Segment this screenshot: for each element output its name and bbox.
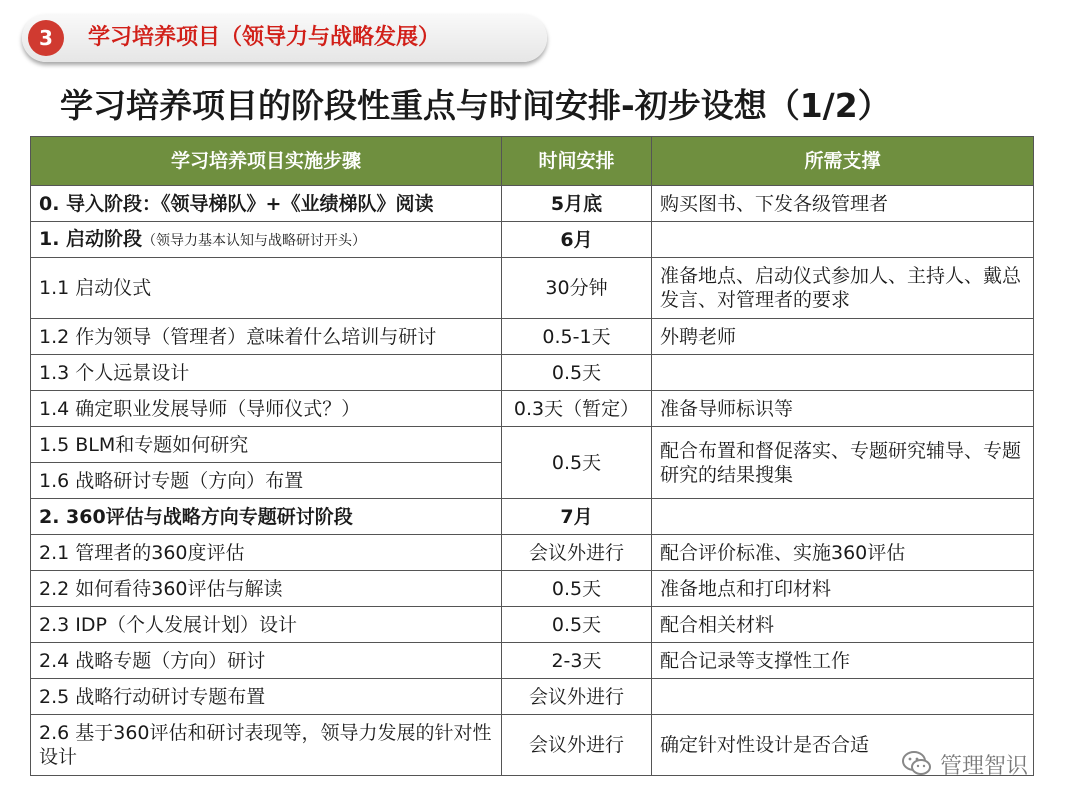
step-cell: 2.3 IDP（个人发展计划）设计 [31, 607, 502, 643]
support-cell: 准备地点、启动仪式参加人、主持人、戴总发言、对管理者的要求 [652, 258, 1034, 319]
step-cell: 2.5 战略行动研讨专题布置 [31, 679, 502, 715]
support-cell: 准备地点和打印材料 [652, 571, 1034, 607]
support-cell: 配合记录等支撑性工作 [652, 643, 1034, 679]
table-header-row [31, 137, 1034, 186]
section-header [22, 14, 547, 62]
table-row [31, 571, 1034, 607]
time-cell: 5月底 [502, 186, 652, 222]
wechat-icon [900, 747, 934, 781]
time-cell: 2-3天 [502, 643, 652, 679]
time-cell: 会议外进行 [502, 715, 652, 776]
column-header-time: 时间安排 [502, 137, 652, 186]
table-row [31, 607, 1034, 643]
page-title: 学习培养项目的阶段性重点与时间安排-初步设想（1/2） [60, 86, 891, 125]
time-cell: 6月 [502, 222, 652, 258]
step-cell [31, 222, 502, 258]
watermark [900, 746, 1045, 782]
table-row [31, 643, 1034, 679]
table-row [31, 499, 1034, 535]
schedule-table [30, 136, 1034, 776]
time-cell: 0.5天 [502, 571, 652, 607]
section-title: 学习培养项目（领导力与战略发展） [88, 25, 441, 50]
time-cell: 0.3天（暂定） [502, 391, 652, 427]
step-cell: 1.1 启动仪式 [31, 258, 502, 319]
support-cell: 配合评价标准、实施360评估 [652, 535, 1034, 571]
step-cell: 2.1 管理者的360度评估 [31, 535, 502, 571]
table-row [31, 222, 1034, 258]
section-number-badge: 3 [28, 20, 64, 56]
support-cell [652, 355, 1034, 391]
step-cell: 2.6 基于360评估和研讨表现等，领导力发展的针对性设计 [31, 715, 502, 776]
step-cell: 1.6 战略研讨专题（方向）布置 [31, 463, 502, 499]
time-cell: 0.5天 [502, 607, 652, 643]
step-note: （领导力基本认知与战略研讨开头） [142, 232, 367, 249]
step-cell: 1.4 确定职业发展导师（导师仪式？） [31, 391, 502, 427]
table-row [31, 391, 1034, 427]
support-cell: 购买图书、下发各级管理者 [652, 186, 1034, 222]
table-row [31, 258, 1034, 319]
time-cell: 0.5天 [502, 355, 652, 391]
step-cell: 2.2 如何看待360评估与解读 [31, 571, 502, 607]
time-cell: 7月 [502, 499, 652, 535]
step-cell: 1.3 个人远景设计 [31, 355, 502, 391]
time-cell: 0.5天 [502, 427, 652, 499]
step-cell: 2.4 战略专题（方向）研讨 [31, 643, 502, 679]
step-cell: 0. 导入阶段：《领导梯队》+《业绩梯队》阅读 [31, 186, 502, 222]
table-row [31, 679, 1034, 715]
watermark-text: 管理智识 [940, 753, 1029, 779]
step-cell: 1.2 作为领导（管理者）意味着什么培训与研讨 [31, 319, 502, 355]
time-cell: 30分钟 [502, 258, 652, 319]
support-cell: 准备导师标识等 [652, 391, 1034, 427]
table-row [31, 535, 1034, 571]
support-cell [652, 499, 1034, 535]
support-cell: 外聘老师 [652, 319, 1034, 355]
time-cell: 会议外进行 [502, 679, 652, 715]
support-cell: 配合布置和督促落实、专题研究辅导、专题研究的结果搜集 [652, 427, 1034, 499]
support-cell [652, 679, 1034, 715]
time-cell: 会议外进行 [502, 535, 652, 571]
support-cell: 配合相关材料 [652, 607, 1034, 643]
table-row [31, 427, 1034, 463]
step-cell: 1.5 BLM和专题如何研究 [31, 427, 502, 463]
step-cell: 2. 360评估与战略方向专题研讨阶段 [31, 499, 502, 535]
step-text: 1. 启动阶段 [39, 227, 143, 250]
support-cell [652, 222, 1034, 258]
time-cell: 0.5-1天 [502, 319, 652, 355]
support-cell: 确定针对性设计是否合适 [652, 715, 1034, 776]
column-header-support: 所需支撑 [652, 137, 1034, 186]
column-header-step: 学习培养项目实施步骤 [31, 137, 502, 186]
table-row [31, 319, 1034, 355]
table-row [31, 186, 1034, 222]
table-row [31, 355, 1034, 391]
table-row [31, 715, 1034, 776]
